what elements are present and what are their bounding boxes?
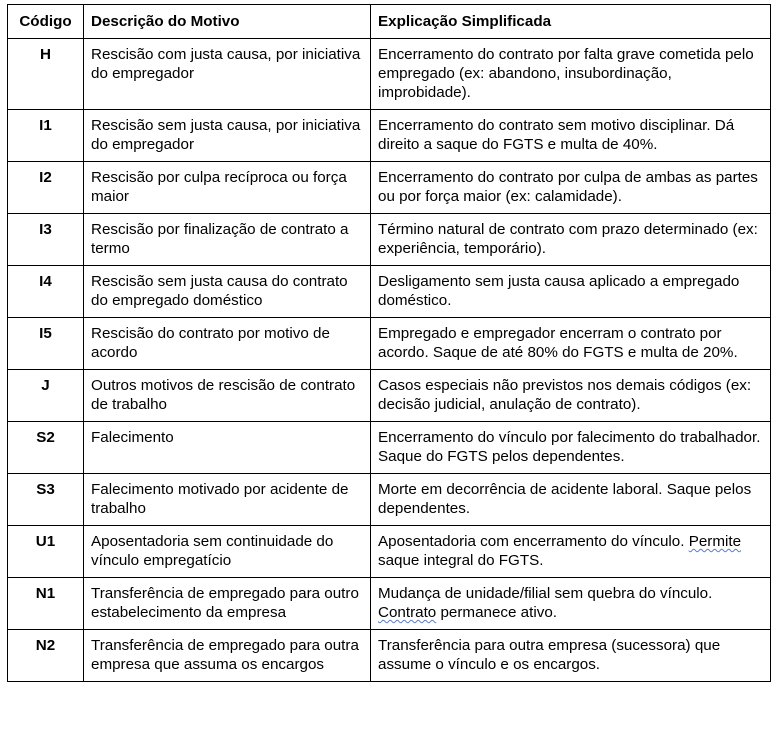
table-row [8, 214, 771, 266]
row-code: I4 [8, 266, 84, 318]
row-code: H [8, 39, 84, 110]
row-description: Transferência de empregado para outra empresa que assuma os encargos [84, 630, 371, 682]
row-description: Outros motivos de rescisão de contrato de trabalho [84, 370, 371, 422]
table-row [8, 318, 771, 370]
table-row [8, 39, 771, 110]
row-description: Rescisão com justa causa, por iniciativa do empregador [84, 39, 371, 110]
table-row [8, 526, 771, 578]
table-row [8, 630, 771, 682]
row-code: I2 [8, 162, 84, 214]
row-explanation: Desligamento sem justa causa aplicado a empregado doméstico. [371, 266, 771, 318]
row-description: Rescisão sem justa causa do contrato do empregado doméstico [84, 266, 371, 318]
row-description: Rescisão por culpa recíproca ou força maior [84, 162, 371, 214]
table-row [8, 266, 771, 318]
header-explanation: Explicação Simplificada [371, 5, 771, 39]
row-explanation: Empregado e empregador encerram o contrato por acordo. Saque de até 80% do FGTS e multa de 20%. [371, 318, 771, 370]
row-code: I5 [8, 318, 84, 370]
row-explanation: Mudança de unidade/filial sem quebra do vínculo. Contrato permanece ativo. [371, 578, 771, 630]
row-description: Rescisão sem justa causa, por iniciativa do empregador [84, 110, 371, 162]
row-explanation: Término natural de contrato com prazo determinado (ex: experiência, temporário). [371, 214, 771, 266]
row-explanation: Encerramento do vínculo por falecimento do trabalhador. Saque do FGTS pelos dependentes. [371, 422, 771, 474]
row-explanation: Encerramento do contrato sem motivo disciplinar. Dá direito a saque do FGTS e multa de 40%. [371, 110, 771, 162]
row-description: Falecimento [84, 422, 371, 474]
row-code: S3 [8, 474, 84, 526]
row-code: I1 [8, 110, 84, 162]
row-explanation: Aposentadoria com encerramento do vínculo. Permite saque integral do FGTS. [371, 526, 771, 578]
row-code: J [8, 370, 84, 422]
row-explanation: Encerramento do contrato por culpa de ambas as partes ou por força maior (ex: calamidade). [371, 162, 771, 214]
row-code: U1 [8, 526, 84, 578]
row-explanation: Morte em decorrência de acidente laboral. Saque pelos dependentes. [371, 474, 771, 526]
header-code: Código [8, 5, 84, 39]
row-code: N2 [8, 630, 84, 682]
table-row [8, 162, 771, 214]
table-row [8, 110, 771, 162]
row-description: Transferência de empregado para outro estabelecimento da empresa [84, 578, 371, 630]
table-row [8, 578, 771, 630]
row-explanation: Transferência para outra empresa (sucessora) que assume o vínculo e os encargos. [371, 630, 771, 682]
row-code: I3 [8, 214, 84, 266]
row-explanation: Encerramento do contrato por falta grave cometida pelo empregado (ex: abandono, insubordinação, improbidade). [371, 39, 771, 110]
spellcheck-mark: Permite [688, 533, 742, 550]
row-explanation: Casos especiais não previstos nos demais códigos (ex: decisão judicial, anulação de contrato). [371, 370, 771, 422]
row-description: Rescisão do contrato por motivo de acordo [84, 318, 371, 370]
row-code: S2 [8, 422, 84, 474]
termination-codes-table [7, 4, 771, 682]
row-description: Rescisão por finalização de contrato a termo [84, 214, 371, 266]
table-row [8, 370, 771, 422]
table-row [8, 474, 771, 526]
row-code: N1 [8, 578, 84, 630]
table-row [8, 422, 771, 474]
row-description: Aposentadoria sem continuidade do vínculo empregatício [84, 526, 371, 578]
header-row [8, 5, 771, 39]
header-description: Descrição do Motivo [84, 5, 371, 39]
spellcheck-mark: Contrato [378, 604, 437, 621]
row-description: Falecimento motivado por acidente de trabalho [84, 474, 371, 526]
